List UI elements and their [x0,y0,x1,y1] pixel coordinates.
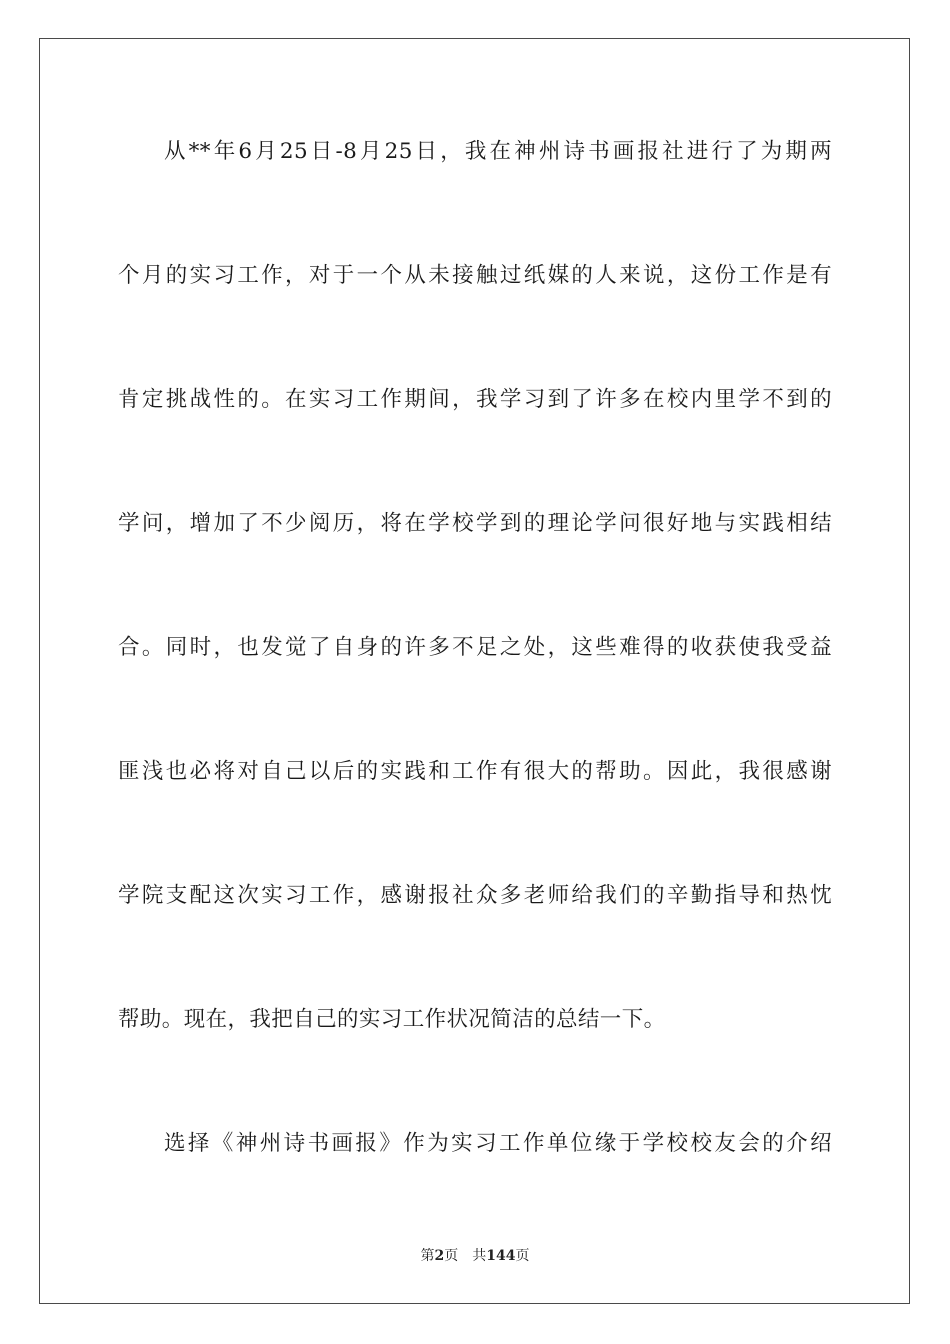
paragraph-1-line-7: 学院支配这次实习工作，感谢报社众多老师给我们的辛勤指导和热忱 [118,883,832,908]
paragraph-1-line-8: 帮助。现在，我把自己的实习工作状况简洁的总结一下。 [118,1007,666,1032]
paragraph-1-line-3: 肯定挑战性的。在实习工作期间，我学习到了许多在校内里学不到的 [118,387,832,412]
footer-total-pages: 144 [486,1248,516,1264]
paragraph-1-line-2: 个月的实习工作，对于一个从未接触过纸媒的人来说，这份工作是有 [118,263,832,288]
page-footer [0,1247,950,1265]
footer-total-prefix: 共 [472,1248,487,1264]
page-border [39,38,910,1304]
paragraph-1-line-6: 匪浅也必将对自己以后的实践和工作有很大的帮助。因此，我很感谢 [118,759,832,784]
footer-page-suffix: 页 [444,1248,459,1264]
footer-page-prefix: 第 [420,1248,435,1264]
footer-page-number: 2 [434,1248,445,1264]
paragraph-1-line-1: 从**年6月25日-8月25日，我在神州诗书画报社进行了为期两 [164,139,832,164]
footer-total-suffix: 页 [515,1248,530,1264]
paragraph-1-line-5: 合。同时，也发觉了自身的许多不足之处，这些难得的收获使我受益 [118,635,832,660]
paragraph-2-line-1: 选择《神州诗书画报》作为实习工作单位缘于学校校友会的介绍 [164,1131,832,1156]
paragraph-1-line-4: 学问，增加了不少阅历，将在学校学到的理论学问很好地与实践相结 [118,511,832,536]
